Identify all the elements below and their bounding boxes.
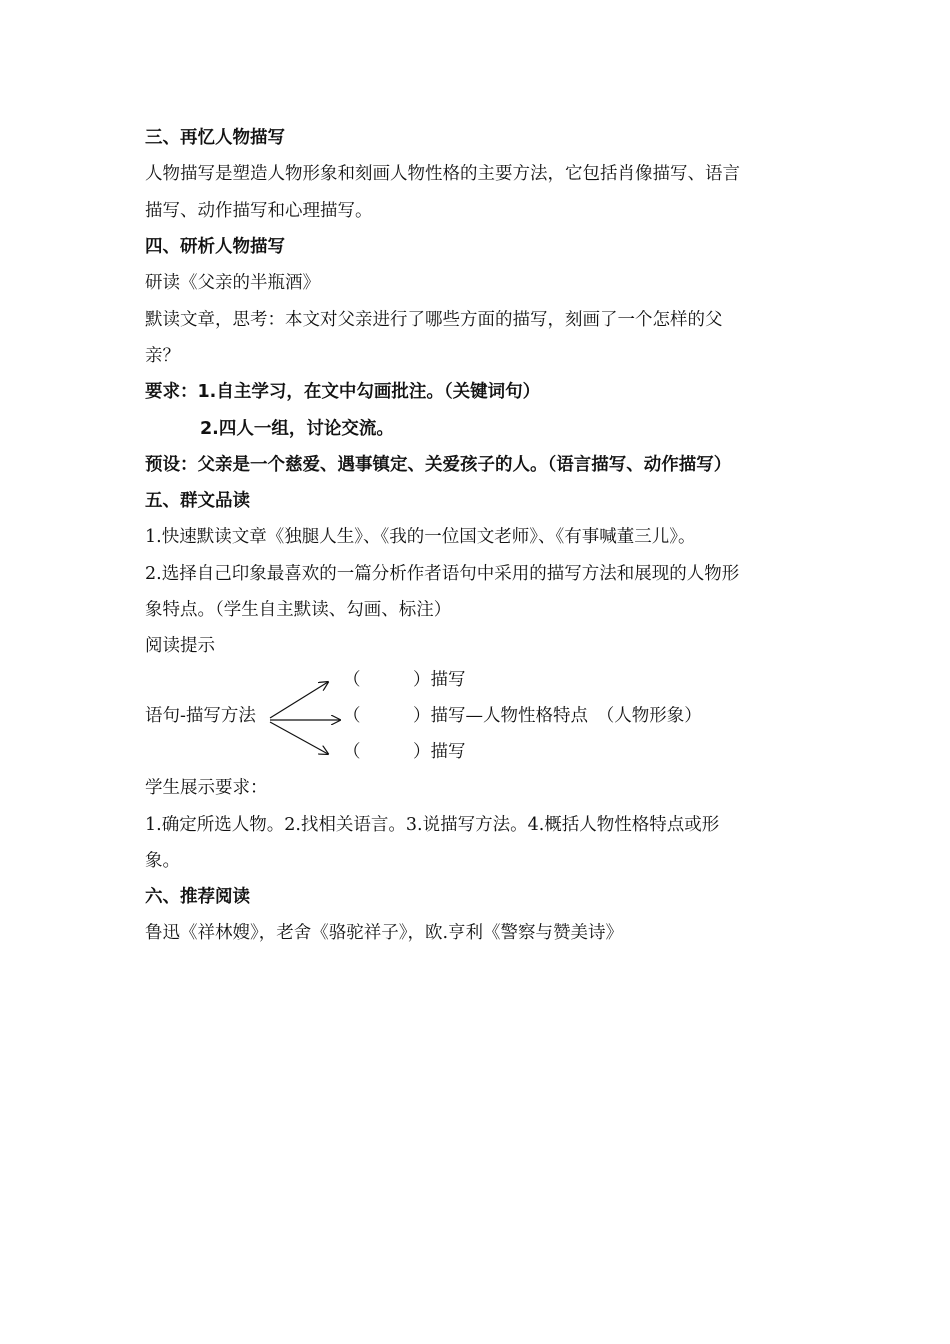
- instruction-2-line-2: 象特点。（学生自主默读、勾画、标注）: [145, 600, 452, 620]
- presentation-requirements: 学生展示要求：: [145, 778, 268, 798]
- instruction-1: 1.快速默读文章《独腿人生》、《我的一位国文老师》、《有事喊董三儿》。: [145, 527, 696, 547]
- arrow-up: [270, 682, 328, 718]
- section-4-heading: 四、研析人物描写: [145, 237, 285, 257]
- diagram-source-label: 语句-描写方法: [145, 706, 256, 726]
- requirement-2: 2.四人一组，讨论交流。: [200, 419, 394, 439]
- recommended-reading: 鲁迅《祥林嫂》，老舍《骆驼祥子》，欧.亨利《警察与赞美诗》: [145, 923, 624, 943]
- diagram-branch-1: （ ）描写: [343, 670, 466, 690]
- arrow-down: [270, 722, 328, 754]
- section-5-heading: 五、群文品读: [145, 491, 250, 511]
- presentation-steps-line-2: 象。: [145, 851, 180, 871]
- presentation-steps-line-1: 1.确定所选人物。2.找相关语言。3.说描写方法。4.概括人物性格特点或形: [145, 815, 720, 835]
- reading-hint: 阅读提示: [145, 636, 215, 656]
- diagram-branch-2: （ ）描写—人物性格特点 （人物形象）: [343, 706, 702, 726]
- section-3-paragraph-line-2: 描写、动作描写和心理描写。: [145, 201, 373, 221]
- preset-answer: 预设：父亲是一个慈爱、遇事镇定、关爱孩子的人。（语言描写、动作描写）: [145, 455, 732, 475]
- description-method-diagram: [145, 668, 765, 768]
- section-3-heading: 三、再忆人物描写: [145, 128, 285, 148]
- question-line-2: 亲？: [145, 346, 180, 366]
- instruction-2-line-1: 2.选择自己印象最喜欢的一篇分析作者语句中采用的描写方法和展现的人物形: [145, 564, 740, 584]
- section-3-paragraph-line-1: 人物描写是塑造人物形象和刻画人物性格的主要方法，它包括肖像描写、语言: [145, 164, 740, 184]
- section-6-heading: 六、推荐阅读: [145, 887, 250, 907]
- diagram-branch-3: （ ）描写: [343, 742, 466, 762]
- requirement-1: 要求：1.自主学习，在文中勾画批注。（关键词句）: [145, 382, 541, 402]
- question-line-1: 默读文章，思考：本文对父亲进行了哪些方面的描写，刻画了一个怎样的父: [145, 310, 723, 330]
- study-title: 研读《父亲的半瓶酒》: [145, 273, 320, 293]
